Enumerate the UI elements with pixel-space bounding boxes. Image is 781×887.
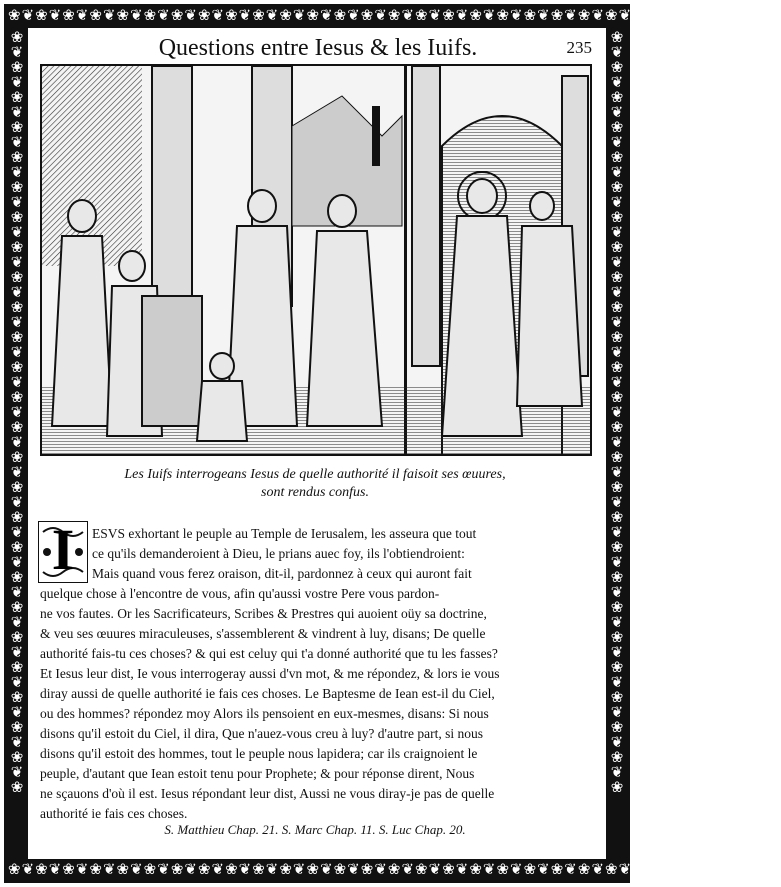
text-line: peuple, d'autant que Iean estoit tenu pour Prophete; & pour réponse dirent, Nous (40, 766, 475, 781)
column (412, 66, 440, 366)
woodcut-scene (42, 66, 590, 454)
text-line: ne sçauons d'où il est. Iesus répondant leur dist, Aussi ne vous diray-je pas de quelle (40, 786, 495, 801)
page-number: 235 (566, 38, 592, 57)
text-line: ESVS exhortant le peuple au Temple de Ierusalem, les asseura que tout (92, 526, 477, 541)
page-title: Questions entre Iesus & les Iuifs. (158, 35, 478, 61)
text-line: quelque chose à l'encontre de vous, afin qu'aussi vostre Pere vous pardon- (40, 586, 440, 601)
caption-line-1: Les Iuifs interrogeans Iesus de quelle authorité il faisoit ses œuures, (124, 467, 506, 482)
text-line: ce qu'ils demanderoient à Dieu, le prians auec foy, ils l'obtiendroient: (92, 546, 465, 561)
text-line: ne vos fautes. Or les Sacrificateurs, Scribes & Prestres qui auoient oüy sa doctrine, (40, 606, 487, 621)
scripture-reference: S. Matthieu Chap. 21. S. Marc Chap. 11. S. Luc Chap. 20. (164, 822, 466, 837)
border-right-ornament: ❀ ❦ ❀ ❦ ❀ ❦ ❀ ❦ ❀ ❦ ❀ ❦ ❀ ❦ ❀ ❦ ❀ ❦ ❀ ❦ ❀ ❦ ❀ ❦ ❀ ❦ ❀ ❦ ❀ ❦ ❀ ❦ ❀ ❦ ❀ ❦ ❀ ❦ ❀ ❦ ❀ ❦ ❀ ❦ ❀ ❦ ❀ ❦ ❀ ❦ ❀ (610, 28, 624, 796)
text-line: authorité ie fais ces choses. (40, 806, 188, 821)
border-left-ornament: ❀ ❦ ❀ ❦ ❀ ❦ ❀ ❦ ❀ ❦ ❀ ❦ ❀ ❦ ❀ ❦ ❀ ❦ ❀ ❦ ❀ ❦ ❀ ❦ ❀ ❦ ❀ ❦ ❀ ❦ ❀ ❦ ❀ ❦ ❀ ❦ ❀ ❦ ❀ ❦ ❀ ❦ ❀ ❦ ❀ ❦ ❀ ❦ ❀ ❦ ❀ (10, 28, 24, 796)
text-line: & veu ses œuures miraculeuses, s'assemblerent & vindrent à luy, disans; De quelle (40, 626, 486, 641)
obelisk (372, 106, 380, 166)
text-line: authorité fais-tu ces choses? & qui est celuy qui t'a donné authorité que tu les fasses? (40, 646, 498, 661)
caption-line-2: sont rendus confus. (261, 485, 369, 500)
body-paragraph (40, 524, 596, 824)
text-line: diray aussi de quelle authorité ie fais ces choses. Le Baptesme de Iean est-il du Ciel, (40, 686, 495, 701)
illustration-caption (60, 466, 570, 502)
text-line: disons qu'il estoit des hommes, tout le peuple nous lapidera; car ils craignoient le (40, 746, 478, 761)
text-line: ou des hommes? répondez moy Alors ils pensoient en eux-mesmes, disans: Si nous (40, 706, 489, 721)
border-top-ornament: ❀❦❀❦❀❦❀❦❀❦❀❦❀❦❀❦❀❦❀❦❀❦❀❦❀❦❀❦❀❦❀❦❀❦❀❦❀❦❀❦❀❦❀❦❀❦❀❦❀❦❀❦❀❦❀❦❀ (8, 6, 781, 24)
text-line: Mais quand vous ferez oraison, dit-il, pardonnez à ceux qui auront fait (92, 566, 472, 581)
initial-letter: I (51, 517, 75, 582)
text-line: Et Iesus leur dist, Ie vous interrogeray aussi d'vn mot, & me répondez, & lors ie vous (40, 666, 500, 681)
woodcut-illustration (40, 64, 592, 456)
border-bottom-ornament: ❀❦❀❦❀❦❀❦❀❦❀❦❀❦❀❦❀❦❀❦❀❦❀❦❀❦❀❦❀❦❀❦❀❦❀❦❀❦❀❦❀❦❀❦❀❦❀❦❀❦❀❦❀❦❀ (8, 860, 755, 878)
running-header (44, 34, 592, 65)
text-line: disons qu'il estoit du Ciel, il dira, Que n'auez-vous creu à luy? d'autre part, si nous (40, 726, 483, 741)
